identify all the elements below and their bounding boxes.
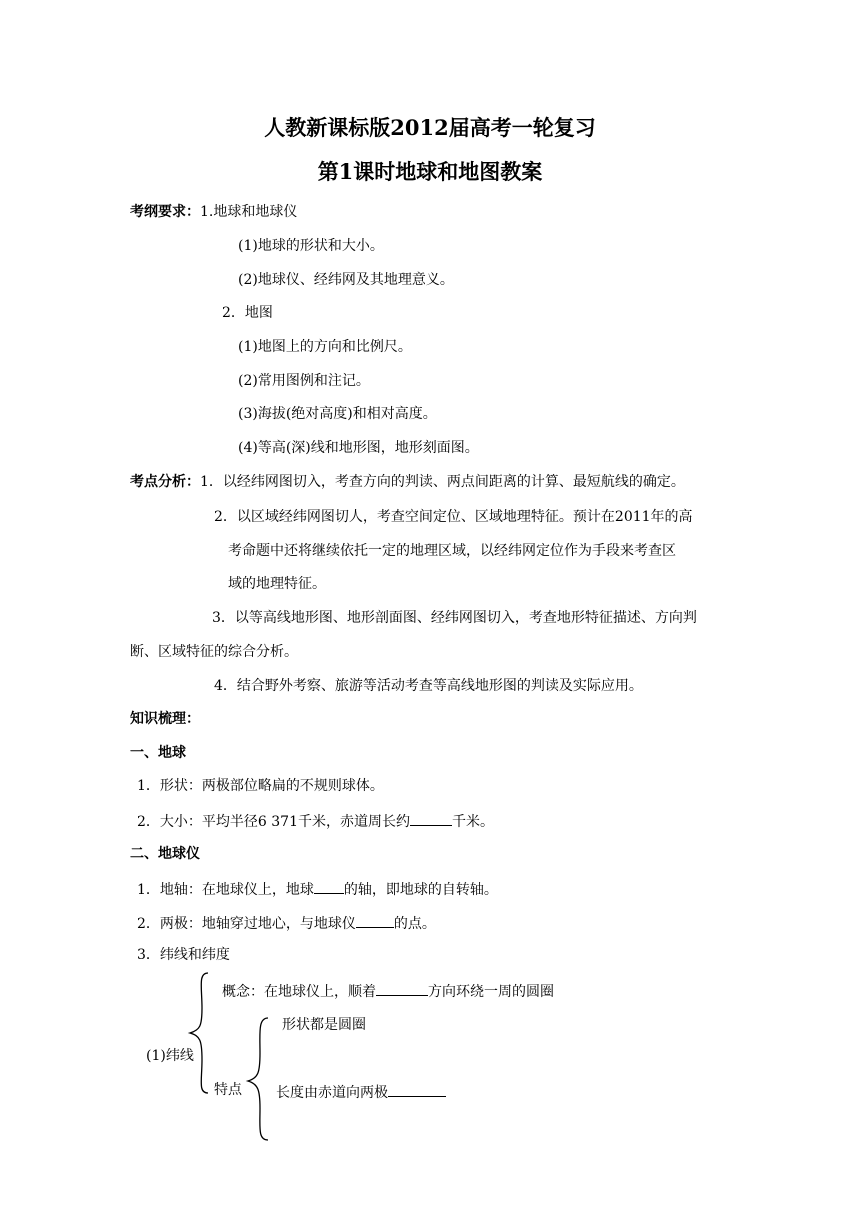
kaogang-item-2-4: (4)等高(深)线和地形图，地形刻面图。 (238, 440, 479, 456)
weixian-label: (1)纬线 (146, 1048, 194, 1064)
kaogang-row (130, 202, 297, 222)
kaogang-item-1-1: (1)地球的形状和大小。 (238, 238, 384, 254)
kaodian-p3-a: 3．以等高线地形图、地形剖面图、经纬网图切入，考查地形特征描述、方向判 (212, 610, 697, 626)
kaodian-p2-b: 考命题中还将继续依托一定的地理区域，以经纬网定位作为手段来考查区 (228, 543, 676, 559)
feature-shape: 形状都是圆圈 (282, 1017, 366, 1033)
s1-item-1: 1．形状：两极部位略扁的不规则球体。 (137, 778, 384, 794)
weixian-concept-text-a: 概念：在地球仪上，顺着 (222, 984, 376, 1000)
kaogang-item-2-3: (3)海拔(绝对高度)和相对高度。 (238, 406, 437, 422)
s2-item-3: 3．纬线和纬度 (137, 947, 230, 963)
s2-item-2-text-b: 的点。 (393, 916, 436, 932)
kaogang-item-2-1: (1)地图上的方向和比例尺。 (238, 339, 412, 355)
fill-blank-circumference[interactable] (410, 810, 452, 826)
kaogang-item-2-2: (2)常用图例和注记。 (238, 373, 370, 389)
kaodian-p4: 4．结合野外考察、旅游等活动考查等高线地形图的判读及实际应用。 (214, 678, 643, 694)
section-2-heading: 二、地球仪 (130, 846, 200, 862)
fill-blank-axis[interactable] (314, 878, 344, 894)
s2-item-2-text-a: 2．两极：地轴穿过地心，与地球仪 (137, 916, 356, 932)
weixian-feature-label: 特点 (214, 1082, 242, 1098)
feature-length-text: 长度由赤道向两极 (276, 1085, 388, 1101)
kaodian-p1: 1．以经纬网图切入，考查方向的判读、两点间距离的计算、最短航线的确定。 (200, 474, 685, 490)
fill-blank-length[interactable] (388, 1081, 446, 1097)
kaogang-item-1-2: (2)地球仪、经纬网及其地理意义。 (238, 272, 454, 288)
s2-item-1-text-a: 1．地轴：在地球仪上，地球 (137, 882, 314, 898)
fill-blank-poles[interactable] (356, 912, 394, 928)
kaodian-row (130, 472, 685, 492)
zhishi-label: 知识梳理： (130, 711, 200, 727)
feature-length (276, 1081, 446, 1103)
s2-item-1-text-b: 的轴，即地球的自转轴。 (343, 882, 498, 898)
s1-item-2-text-a: 2．大小：平均半径6 371千米，赤道周长约 (137, 814, 410, 830)
fill-blank-direction[interactable] (376, 980, 428, 996)
s1-item-2 (137, 810, 494, 832)
kaodian-p2-c: 域的地理特征。 (228, 576, 326, 592)
section-1-heading: 一、地球 (130, 745, 186, 761)
kaodian-p3-b: 断、区域特征的综合分析。 (130, 644, 298, 660)
document-title: 人教新课标版2012届高考一轮复习 (264, 115, 596, 140)
kaogang-item-2: 2．地图 (222, 305, 273, 321)
weixian-concept-text-b: 方向环绕一周的圆圈 (428, 984, 554, 1000)
weixian-concept (222, 980, 554, 1002)
kaogang-label: 考纲要求： (130, 204, 200, 220)
s2-item-1 (137, 878, 498, 900)
inner-brace (248, 1018, 268, 1140)
kaodian-label: 考点分析： (130, 474, 200, 490)
kaogang-item-1: 1.地球和地球仪 (200, 204, 298, 220)
s2-item-2 (137, 912, 436, 934)
document-subtitle: 第1课时地球和地图教案 (317, 159, 543, 184)
outer-brace (190, 973, 208, 1093)
s1-item-2-text-b: 千米。 (452, 814, 494, 830)
kaodian-p2-a: 2．以区域经纬网图切人，考查空间定位、区域地理特征。预计在2011年的高 (214, 509, 693, 525)
